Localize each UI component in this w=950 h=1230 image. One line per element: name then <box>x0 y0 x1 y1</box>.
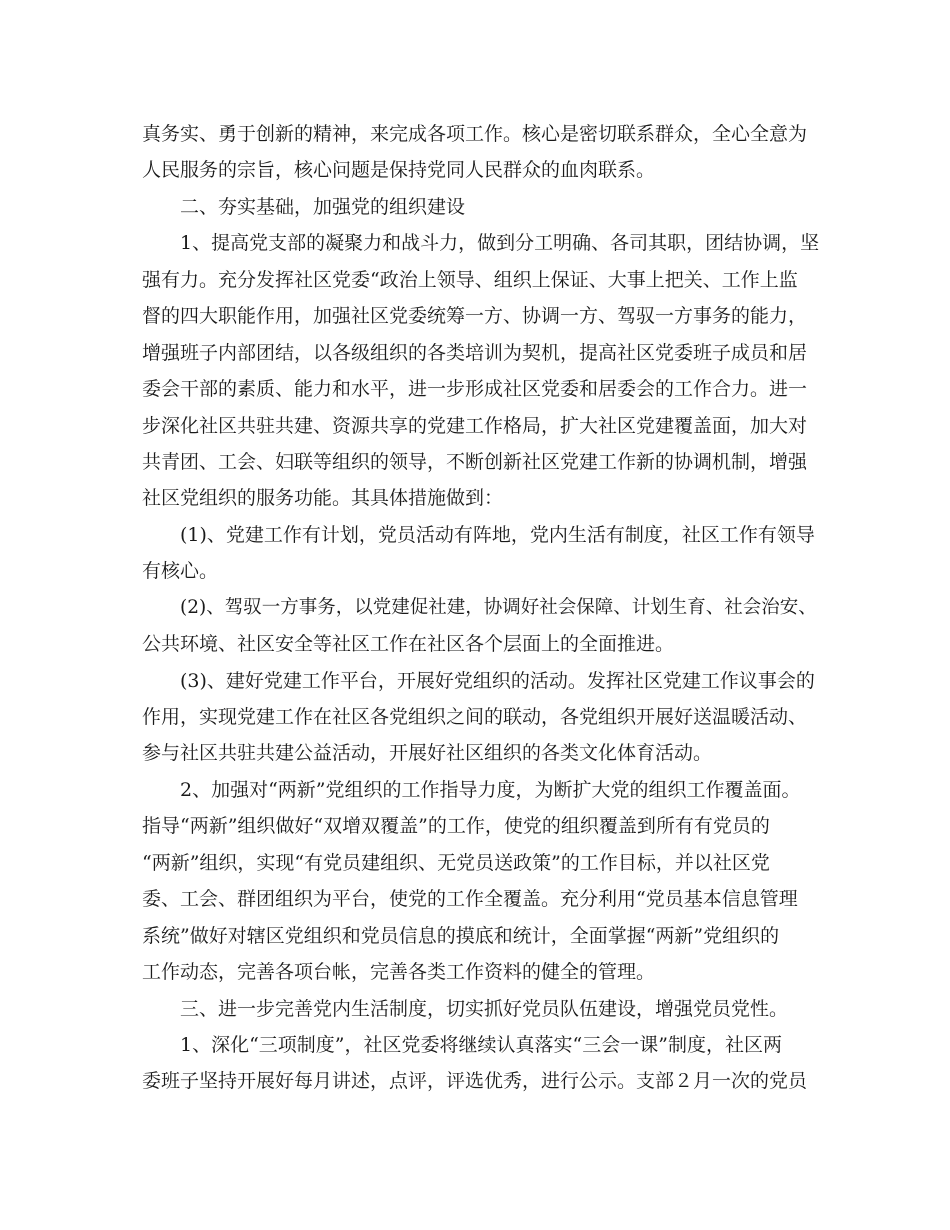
text-line: 工作动态，完善各项台帐，完善各类工作资料的健全的管理。 <box>142 961 656 984</box>
section-heading: 二、夯实基础，加强党的组织建设 <box>180 195 466 218</box>
text-line: 社区党组织的服务功能。其具体措施做到： <box>142 487 504 510</box>
text-line: 系统”做好对辖区党组织和党员信息的摸底和统计，全面掌握“两新”党组织的 <box>142 924 780 947</box>
text-line: 增强班子内部团结，以各级组织的各类培训为契机，提高社区党委班子成员和居 <box>142 341 808 364</box>
text-line: 参与社区共驻共建公益活动，开展好社区组织的各类文化体育活动。 <box>142 742 713 765</box>
text-line: 公共环境、社区安全等社区工作在社区各个层面上的全面推进。 <box>142 633 675 656</box>
text-line: 共青团、工会、妇联等组织的领导，不断创新社区党建工作新的协调机制，增强 <box>142 450 808 473</box>
document-body <box>142 116 822 1100</box>
text-line: (2)、驾驭一方事务，以党建促社建，协调好社会保障、计划生育、社会治安、 <box>180 596 817 618</box>
text-line: 委、工会、群团组织为平台，使党的工作全覆盖。充分利用“党员基本信息管理 <box>142 888 798 911</box>
text-line: 人民服务的宗旨，核心问题是保持党同人民群众的血肉联系。 <box>142 159 656 182</box>
text-line: 委会干部的素质、能力和水平，进一步形成社区党委和居委会的工作合力。进一 <box>142 378 808 401</box>
text-line: “两新”组织，实现“有党员建组织、无党员送政策”的工作目标，并以社区党 <box>142 851 770 874</box>
section-heading: 三、进一步完善党内生活制度，切实抓好党员队伍建设，增强党员党性。 <box>180 997 789 1020</box>
text-line: 强有力。充分发挥社区党委“政治上领导、组织上保证、大事上把关、工作上监 <box>142 268 798 291</box>
text-line: 1、深化“三项制度”，社区党委将继续认真落实“三会一课”制度，社区两 <box>180 1033 782 1056</box>
text-line: 真务实、勇于创新的精神，来完成各项工作。核心是密切联系群众，全心全意为 <box>142 123 808 145</box>
text-line: 指导“两新”组织做好“双增双覆盖”的工作，使党的组织覆盖到所有有党员的 <box>142 815 770 838</box>
text-line: 有核心。 <box>142 560 219 583</box>
text-line: 2、加强对“两新”党组织的工作指导力度，为断扩大党的组织工作覆盖面。 <box>180 778 801 801</box>
text-line: 1、提高党支部的凝聚力和战斗力，做到分工明确、各司其职，团结协调，坚 <box>180 232 820 255</box>
text-line: 委班子坚持开展好每月讲述，点评，评选优秀，进行公示。支部２月一次的党员 <box>142 1070 808 1093</box>
text-line: 督的四大职能作用，加强社区党委统筹一方、协调一方、驾驭一方事务的能力， <box>142 305 808 328</box>
text-line: (3)、建好党建工作平台，开展好党组织的活动。发挥社区党建工作议事会的 <box>180 669 815 692</box>
text-line: 作用，实现党建工作在社区各党组织之间的联动，各党组织开展好送温暖活动、 <box>142 706 808 728</box>
text-line: 步深化社区共驻共建、资源共享的党建工作格局，扩大社区党建覆盖面，加大对 <box>142 414 808 437</box>
text-line: (1)、党建工作有计划，党员活动有阵地，党内生活有制度，社区工作有领导 <box>180 523 815 546</box>
